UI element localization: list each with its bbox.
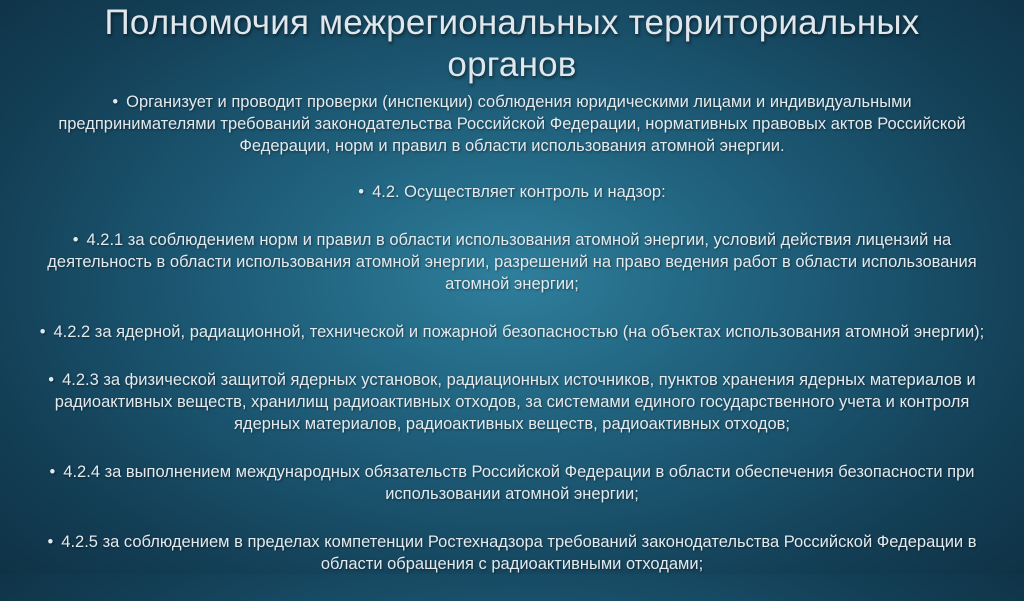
bullet-item xyxy=(32,321,992,343)
bullet-item xyxy=(32,369,992,435)
bullet-marker: • xyxy=(48,371,55,389)
bullet-text: 4.2. Осуществляет контроль и надзор: xyxy=(372,183,666,201)
bullet-text: 4.2.1 за соблюдением норм и правил в области использования атомной энергии, условий действия лицензий на деятельность в области использования атомной энергии, разрешений на право ведения работ в области использования атомной энергии; xyxy=(47,231,977,293)
bullet-text: Организует и проводит проверки (инспекции) соблюдения юридическими лицами и индивидуальными предпринимателями требований законодательства Российской Федерации, нормативных правовых актов Российской Федерации, норм и правил в области использования атомной энергии. xyxy=(58,93,966,155)
slide-title: Полномочия межрегиональных территориальных органов xyxy=(104,3,920,84)
bullet-item xyxy=(32,181,992,203)
bullet-text: 4.2.4 за выполнением международных обязательств Российской Федерации в области обеспечения безопасности при использовании атомной энергии; xyxy=(63,463,975,503)
bullet-marker: • xyxy=(49,463,56,481)
bullet-marker: • xyxy=(358,183,365,201)
bullet-list xyxy=(32,91,992,601)
bullet-item xyxy=(32,461,992,505)
bullet-item xyxy=(32,229,992,295)
bullet-text: 4.2.2 за ядерной, радиационной, технической и пожарной безопасностью (на объектах использования атомной энергии); xyxy=(53,323,985,341)
bullet-marker: • xyxy=(39,323,46,341)
bullet-item xyxy=(32,91,992,157)
bullet-text: 4.2.3 за физической защитой ядерных установок, радиационных источников, пунктов хранения ядерных материалов и радиоактивных веществ, хранилищ радиоактивных отходов, за системами единого государственного учета и контроля ядерных материалов, радиоактивных веществ, радиоактивных отходов; xyxy=(54,371,976,433)
bullet-item xyxy=(32,531,992,575)
bullet-marker: • xyxy=(47,533,54,551)
bullet-marker: • xyxy=(112,93,119,111)
bullet-marker: • xyxy=(72,231,79,249)
bullet-text: 4.2.5 за соблюдением в пределах компетенции Ростехнадзора требований законодательства Российской Федерации в области обращения с радиоактивными отходами; xyxy=(61,533,977,573)
